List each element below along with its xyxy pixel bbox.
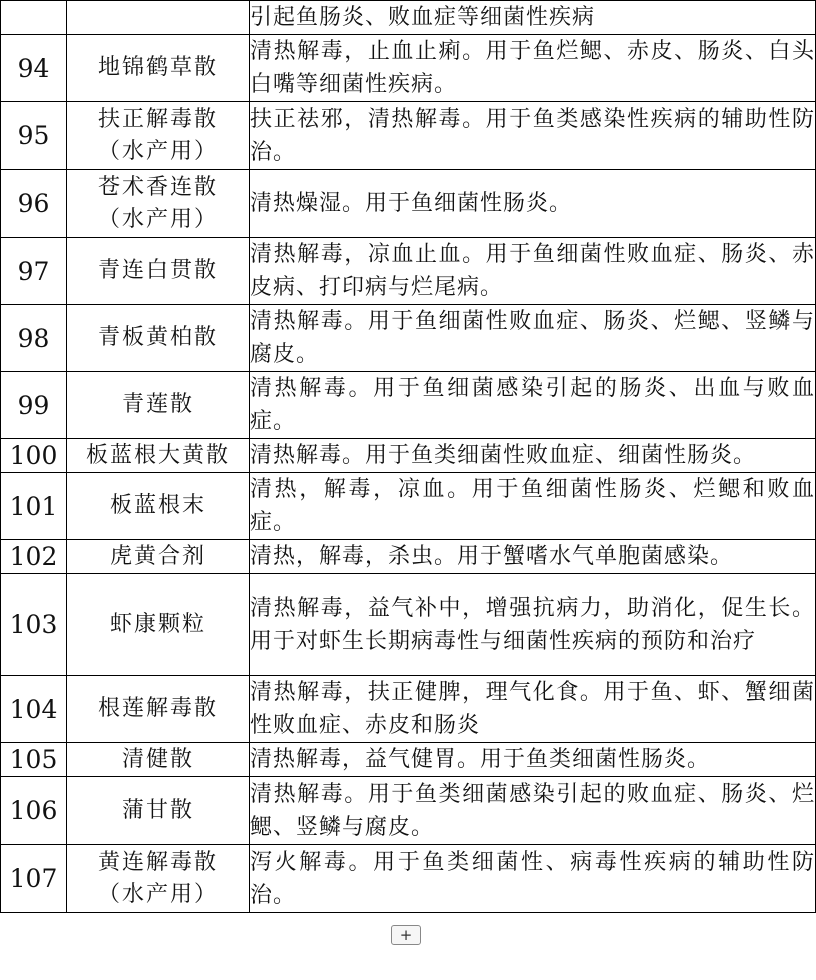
table-row (1, 845, 816, 913)
drug-name: 青莲散 (121, 392, 194, 417)
table-cell-name (67, 845, 250, 913)
table-cell-number: 95 (1, 102, 67, 170)
table-cell-number: 102 (1, 540, 67, 574)
table-cell-usage: 清热解毒。用于鱼类细菌感染引起的败血症、肠炎、烂鳃、竖鳞与腐皮。 (250, 777, 816, 845)
table-row (1, 439, 816, 473)
table-row (1, 777, 816, 845)
table-cell-name (67, 1, 250, 35)
table-cell-usage: 清热解毒。用于鱼细菌感染引起的肠炎、出血与败血症。 (250, 372, 816, 439)
drug-name-suffix: （水产用） (97, 138, 218, 164)
drug-name-suffix: （水产用） (97, 206, 218, 232)
drug-name: 板蓝根末 (109, 493, 206, 518)
drug-name: 黄连解毒散 (97, 849, 218, 875)
table-cell-name (67, 102, 250, 170)
table-cell-number: 101 (1, 473, 67, 540)
table-row (1, 743, 816, 777)
table-cell-number: 97 (1, 238, 67, 305)
drug-name: 扶正解毒散 (97, 106, 218, 132)
table-cell-name (67, 35, 250, 102)
table-cell-number: 99 (1, 372, 67, 439)
drug-name: 地锦鹤草散 (97, 55, 218, 80)
table-cell-number: 103 (1, 574, 67, 676)
table-cell-usage: 清热解毒。用于鱼细菌性败血症、肠炎、烂鳃、竖鳞与腐皮。 (250, 305, 816, 372)
table-row (1, 170, 816, 238)
table-cell-name (67, 238, 250, 305)
table-cell-number: 94 (1, 35, 67, 102)
table-cell-number: 105 (1, 743, 67, 777)
table-cell-number: 98 (1, 305, 67, 372)
drug-name: 青板黄柏散 (97, 325, 218, 350)
drug-name: 蒲甘散 (121, 797, 194, 823)
table-row (1, 473, 816, 540)
table-row (1, 102, 816, 170)
table-cell-name (67, 743, 250, 777)
drug-name: 虾康颗粒 (109, 611, 206, 637)
table-body (1, 1, 816, 913)
table-cell-name (67, 676, 250, 743)
table-cell-usage: 清热燥湿。用于鱼细菌性肠炎。 (250, 170, 816, 238)
table-cell-usage: 清热解毒，扶正健脾，理气化食。用于鱼、虾、蟹细菌性败血症、赤皮和肠炎 (250, 676, 816, 743)
table-row (1, 238, 816, 305)
table-cell-number: 104 (1, 676, 67, 743)
table-cell-name (67, 305, 250, 372)
table-cell-number: 107 (1, 845, 67, 913)
drug-name: 板蓝根大黄散 (85, 442, 230, 468)
table-cell-name (67, 777, 250, 845)
table-row (1, 35, 816, 102)
drug-name: 青连白贯散 (97, 258, 218, 283)
table-cell-name (67, 540, 250, 574)
table-cell-usage: 清热解毒，凉血止血。用于鱼细菌性败血症、肠炎、赤皮病、打印病与烂尾病。 (250, 238, 816, 305)
table-row (1, 305, 816, 372)
table-cell-usage: 清热解毒，益气健胃。用于鱼类细菌性肠炎。 (250, 743, 816, 777)
table-cell-name (67, 170, 250, 238)
table-cell-usage: 清热解毒，益气补中，增强抗病力，助消化，促生长。用于对虾生长期病毒性与细菌性疾病的预防和治疗 (250, 574, 816, 676)
table-cell-usage: 清热解毒。用于鱼类细菌性败血症、细菌性肠炎。 (250, 439, 816, 473)
table-cell-usage: 引起鱼肠炎、败血症等细菌性疾病 (250, 1, 816, 35)
table-cell-usage: 扶正祛邪，清热解毒。用于鱼类感染性疾病的辅助性防治。 (250, 102, 816, 170)
expand-button[interactable]: + (391, 925, 421, 945)
table-cell-usage: 清热，解毒，杀虫。用于蟹嗜水气单胞菌感染。 (250, 540, 816, 574)
drug-name: 清健散 (121, 746, 194, 772)
table-cell-usage: 泻火解毒。用于鱼类细菌性、病毒性疾病的辅助性防治。 (250, 845, 816, 913)
table-row (1, 574, 816, 676)
table-cell-number: 106 (1, 777, 67, 845)
table-cell-usage: 清热解毒，止血止痢。用于鱼烂鳃、赤皮、肠炎、白头白嘴等细菌性疾病。 (250, 35, 816, 102)
table-cell-number (1, 1, 67, 35)
table-cell-name (67, 372, 250, 439)
drug-name: 虎黄合剂 (109, 543, 206, 569)
table-cell-name (67, 473, 250, 540)
table-cell-name (67, 574, 250, 676)
table-row-continuation (1, 1, 816, 35)
table-cell-number: 96 (1, 170, 67, 238)
table-row (1, 372, 816, 439)
table-cell-number: 100 (1, 439, 67, 473)
table-cell-name (67, 439, 250, 473)
drug-name-suffix: （水产用） (97, 881, 218, 907)
table-cell-usage: 清热，解毒，凉血。用于鱼细菌性肠炎、烂鳃和败血症。 (250, 473, 816, 540)
table-row (1, 540, 816, 574)
table-row (1, 676, 816, 743)
drug-name: 根莲解毒散 (97, 696, 218, 721)
drug-name: 苍术香连散 (97, 174, 218, 200)
